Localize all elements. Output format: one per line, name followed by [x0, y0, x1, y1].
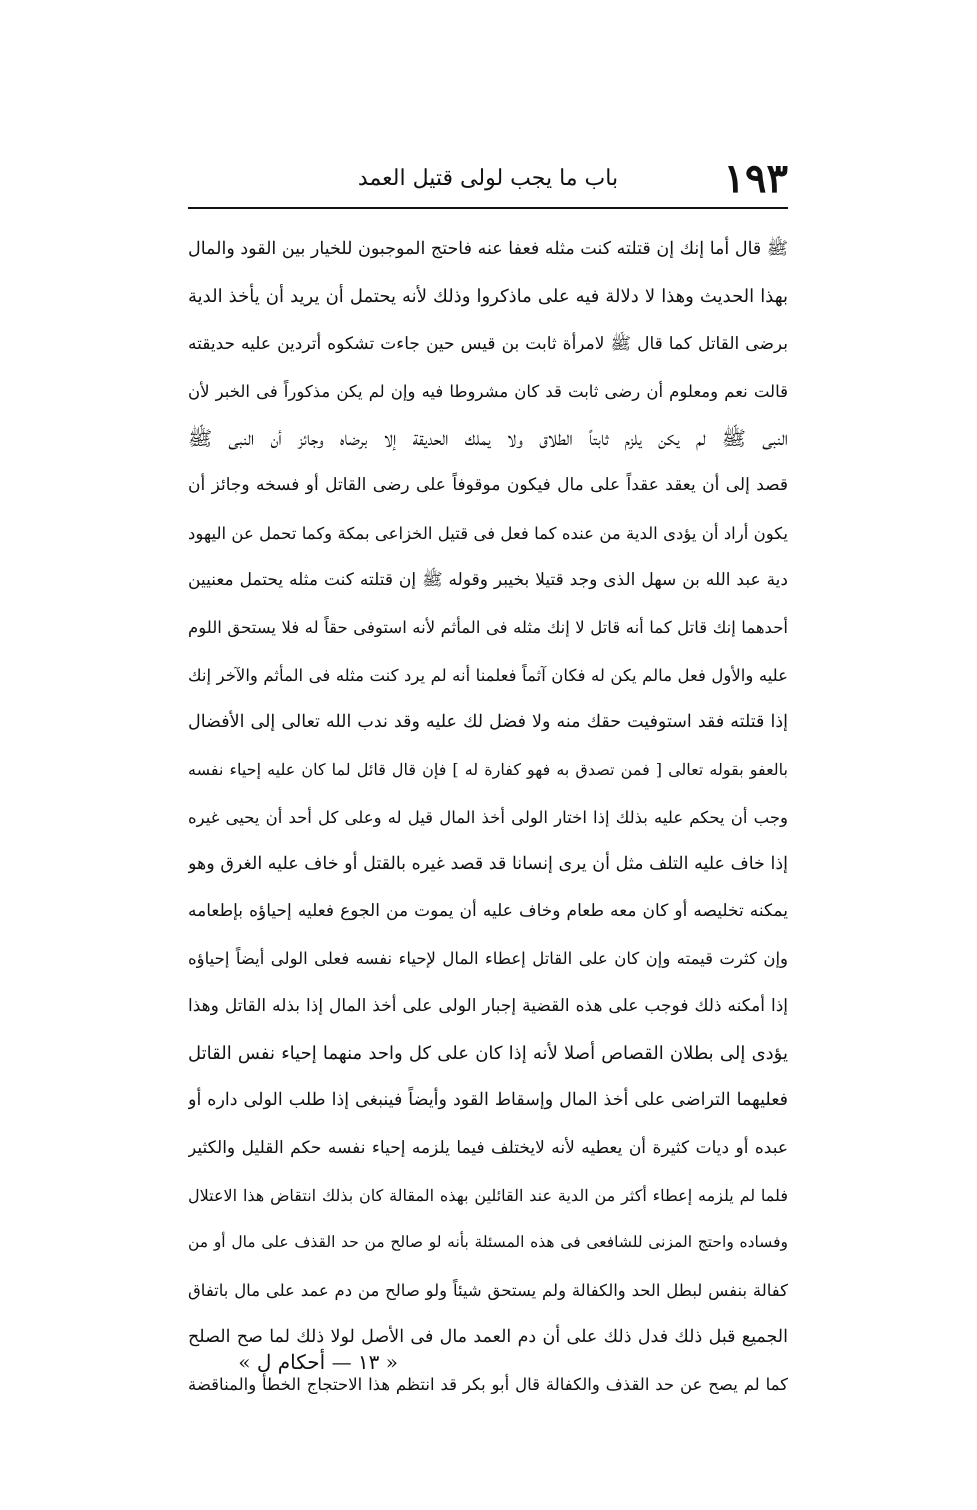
signature-mark: « ١٣ — أحكام ل »: [238, 1350, 398, 1374]
page-number: ١٩٣: [723, 155, 788, 202]
text-line: يؤدى إلى بطلان القصاص أصلا لأنه إذا كان على كل واحد منهما إحياء نفس القاتل: [188, 1043, 788, 1065]
text-line: يمكنه تخليصه أو كان معه طعام وخاف عليه أن يموت من الجوع فعليه إحياؤه بإطعامه: [188, 901, 788, 922]
text-line: أحدهما إنك قاتل كما أنه قاتل لا إنك مثله فى المأثم لأنه استوفى حقاً له فلا يستحق اللوم: [188, 618, 788, 638]
text-line: عبده أو ديات كثيرة أن يعطيه لأنه لايختلف فيما يلزمه إحياء نفسه حكم القليل والكثير: [188, 1137, 788, 1158]
text-line: قالت نعم ومعلوم أن رضى ثابت قد كان مشروطا فيه وإن لم يكن مذكوراً فى الخبر لأن: [188, 381, 788, 401]
body-text: [188, 226, 788, 1408]
text-line: النبى ﷺ لم يكن يلزم ثابتاً الطلاق ولا يملك الحديقة إلا برضاه وجائز أن النبى ﷺ: [188, 426, 788, 451]
text-line: يكون أراد أن يؤدى الدية من عنده كما فعل فى قتيل الخزاعى بمكة وكما تحمل عن اليهود: [188, 523, 788, 543]
running-title: باب ما يجب لولى قتيل العمد: [357, 166, 619, 191]
text-line: وفساده واحتج المزنى للشافعى فى هذه المسئلة بأنه لو صالح من حد القذف على مال أو من: [188, 1233, 788, 1252]
text-line: بهذا الحديث وهذا لا دلالة فيه على ماذكروا وذلك لأنه يحتمل أن يريد أن يأخذ الدية: [188, 286, 788, 308]
text-line: بالعفو بقوله تعالى [ فمن تصدق به فهو كفارة له ] فإن قال قائل لما كان عليه إحياء نفسه: [188, 760, 788, 780]
text-line: قصد إلى أن يعقد عقداً على مال فيكون موقوفاً على رضى القاتل أو فسخه وجائز أن: [188, 475, 788, 496]
text-line: إذا قتلته فقد استوفيت حقك منه ولا فضل لك عليه وقد ندب الله تعالى إلى الأفضال: [188, 711, 788, 732]
text-line: إذا أمكنه ذلك فوجب على هذه القضية إجبار الولى على أخذ المال إذا بذله القاتل وهذا: [188, 995, 788, 1016]
text-line: إذا خاف عليه التلف مثل أن يرى إنسانا قد قصد غيره بالقتل أو خاف عليه الغرق وهو: [188, 853, 788, 874]
text-line: وإن كثرت قيمته وإن كان على القاتل إعطاء المال لإحياء نفسه فعلى الولى أيضاً إحياؤه: [188, 949, 788, 969]
text-line: دية عبد الله بن سهل الذى وجد قتيلا بخيبر وقوله ﷺ إن قتلته كنت مثله يحتمل معنيين: [188, 570, 788, 591]
header-rule: [188, 207, 788, 209]
text-line: فعليهما التراضى على أخذ المال وإسقاط القود وأيضاً فينبغى إذا طلب الولى داره أو: [188, 1090, 788, 1111]
text-line: الجميع قبل ذلك فدل ذلك على أن دم العمد مال فى الأصل لولا ذلك لما صح الصلح: [188, 1326, 788, 1347]
text-line: كفالة بنفس لبطل الحد والكفالة ولم يستحق شيئاً ولو صالح من دم عمد على مال باتفاق: [188, 1280, 788, 1300]
text-line: عليه والأول فعل مالم يكن له فكان آثماً فعلمنا أنه لم يرد كنت مثله فى المأثم والآخر إنك: [188, 665, 788, 685]
page-header: [188, 155, 788, 203]
text-line: فلما لم يلزمه إعطاء أكثر من الدية عند القائلين بهذه المقالة كان بذلك انتقاض هذا الاعتلال: [188, 1185, 788, 1205]
text-line: وجب أن يحكم عليه بذلك إذا اختار الولى أخذ المال قيل له وعلى كل أحد أن يحيى غيره: [188, 807, 788, 827]
text-line: برضى القاتل كما قال ﷺ لامرأة ثابت بن قيس حين جاءت تشكوه أتردين عليه حديقته: [188, 333, 788, 354]
text-line: كما لم يصح عن حد القذف والكفالة قال أبو بكر قد انتظم هذا الاحتجاج الخطأ والمناقضة: [188, 1375, 788, 1395]
text-line: ﷺ قال أما إنك إن قتلته كنت مثله فعفا عنه فاحتج الموجبون للخيار بين القود والمال: [188, 239, 788, 259]
